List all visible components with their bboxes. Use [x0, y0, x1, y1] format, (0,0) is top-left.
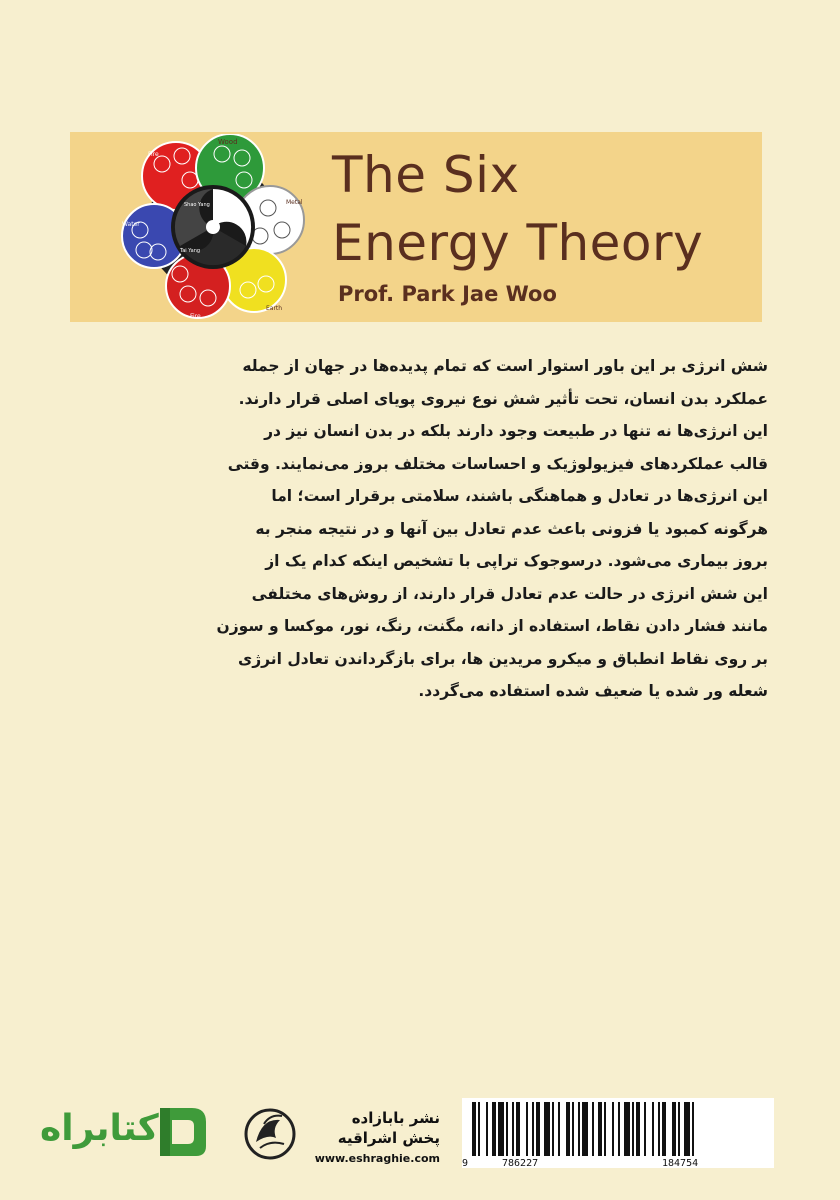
barcode-bar — [672, 1102, 676, 1156]
description-line: بر روی نقاط انطباق و میکرو مریدین ها، برای بازگرداندن تعادل انرژی — [238, 649, 768, 668]
description-line: قالب عملکردهای فیزیولوژیک و احساسات مختلف بروز می‌نمایند. وقتی — [227, 454, 768, 473]
emblem-label-inner-top: Shao Yang — [184, 202, 210, 208]
book-description — [76, 350, 768, 708]
barcode-bar — [662, 1102, 666, 1156]
barcode-bar — [532, 1102, 534, 1156]
description-line: این انرژی‌ها نه تنها در طبیعت وجود دارند بلکه در بدن انسان نیز در — [264, 422, 768, 440]
emblem-label-top: Wood — [218, 138, 238, 146]
isbn-group1: 786227 — [502, 1158, 539, 1169]
description-line: شعله ور شده یا ضعیف شده استفاده می‌گردد. — [418, 682, 768, 700]
isbn-group2: 184754 — [662, 1158, 699, 1169]
emblem-label-bottom-right: Earth — [266, 305, 283, 312]
barcode-bar — [486, 1102, 488, 1156]
publisher-name: نشر بابازاده — [351, 1109, 440, 1127]
description-line: مانند فشار دادن نقاط، استفاده از دانه، مگنت، رنگ، نور، موکسا و سوزن — [216, 617, 768, 635]
ketabrah-brand[interactable] — [40, 1102, 220, 1162]
six-energy-emblem — [118, 134, 308, 320]
barcode-bar — [582, 1102, 588, 1156]
emblem-label-bottom: Fire — [190, 313, 201, 320]
distributor-name: پخش اشراقیه — [337, 1129, 440, 1147]
barcode-bar — [512, 1102, 514, 1156]
barcode-bar — [552, 1102, 554, 1156]
barcode-bar — [604, 1102, 606, 1156]
barcode-bar — [506, 1102, 508, 1156]
barcode-bar — [612, 1102, 614, 1156]
description-line: عملکرد بدن انسان، تحت تأثیر شش نوع نیروی پویای اصلی قرار دارند. — [238, 389, 768, 408]
barcode-bar — [558, 1102, 560, 1156]
description-line: این شش انرژی در حالت عدم تعادل قرار دارند، از روش‌های مختلفی — [251, 584, 768, 603]
isbn-barcode — [462, 1098, 774, 1168]
barcode-bar — [572, 1102, 574, 1156]
barcode-bar — [526, 1102, 528, 1156]
book-title-line1: The Six — [332, 146, 520, 204]
author-name: Prof. Park Jae Woo — [338, 282, 557, 306]
barcode-bar — [544, 1102, 550, 1156]
barcode-bar — [498, 1102, 504, 1156]
barcode-bar — [652, 1102, 654, 1156]
emblem-label-top-left: Fire — [148, 151, 159, 158]
barcode-bars — [468, 1102, 768, 1158]
barcode-bar — [632, 1102, 634, 1156]
barcode-bar — [598, 1102, 602, 1156]
publisher-logo-icon — [242, 1104, 298, 1164]
barcode-bar — [578, 1102, 580, 1156]
barcode-bar — [692, 1102, 694, 1156]
barcode-bar — [492, 1102, 496, 1156]
barcode-bar — [624, 1102, 630, 1156]
publisher-website[interactable]: www.eshraghie.com — [314, 1152, 440, 1165]
barcode-bar — [684, 1102, 690, 1156]
isbn-prefix: 9 — [462, 1158, 469, 1169]
description-line: هرگونه کمبود یا فزونی باعث عدم تعادل بین آنها و در نتیجه منجر به — [255, 519, 768, 538]
title-banner — [70, 132, 762, 322]
book-title-line2: Energy Theory — [332, 214, 704, 272]
cover-footer — [0, 1090, 840, 1200]
barcode-bar — [618, 1102, 620, 1156]
emblem-label-right: Metal — [286, 199, 303, 206]
emblem-label-inner-bottom: Tai Yang — [180, 248, 201, 254]
barcode-bar — [516, 1102, 520, 1156]
barcode-bar — [644, 1102, 646, 1156]
emblem-label-left: Water — [122, 221, 140, 228]
ketabrah-wordmark: کتابراه — [40, 1108, 159, 1149]
barcode-bar — [478, 1102, 480, 1156]
barcode-bar — [536, 1102, 540, 1156]
barcode-bar — [566, 1102, 570, 1156]
description-line: این انرژی‌ها در تعادل و هماهنگی باشند، سلامتی برقرار است؛ اما — [271, 487, 768, 505]
barcode-bar — [592, 1102, 594, 1156]
barcode-bar — [472, 1102, 476, 1156]
triskelion — [171, 185, 255, 269]
description-line: بروز بیماری می‌شود. درسوجوک تراپی با تشخیص اینکه کدام یک از — [265, 552, 768, 570]
publisher-info — [310, 1108, 450, 1165]
barcode-bar — [678, 1102, 680, 1156]
description-line: شش انرژی بر این باور استوار است که تمام پدیده‌ها در جهان از جمله — [242, 357, 768, 375]
ketabrah-logo-icon — [152, 1102, 210, 1160]
barcode-bar — [636, 1102, 640, 1156]
barcode-bar — [658, 1102, 660, 1156]
